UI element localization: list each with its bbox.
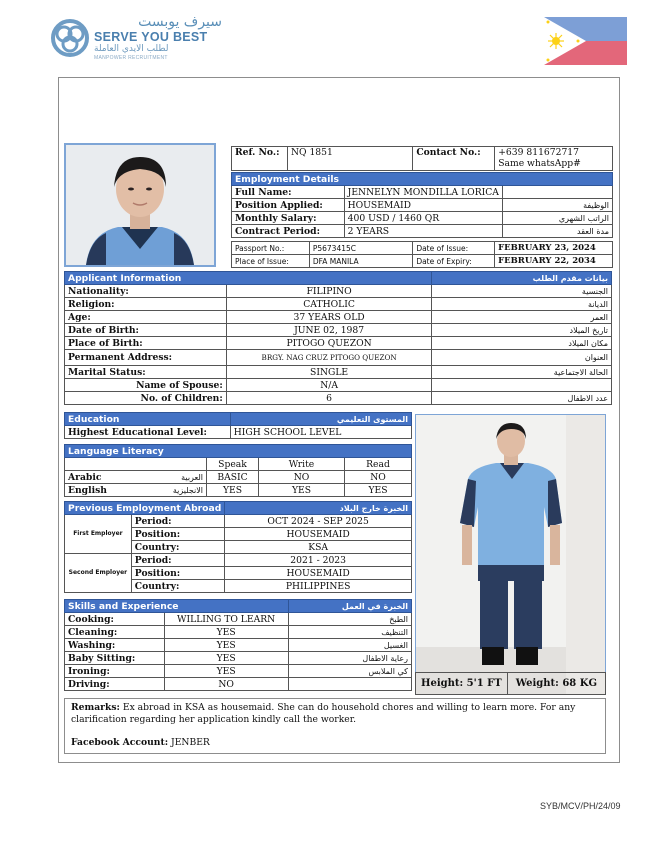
second-period-value: 2021 - 2023: [225, 554, 412, 567]
expiry-label: Date of Expiry:: [413, 255, 495, 268]
age-label: Age:: [65, 311, 227, 324]
permanent-address-value: BRGY. NAG CRUZ PITOGO QUEZON: [226, 350, 432, 366]
first-period-value: OCT 2024 - SEP 2025: [225, 515, 412, 528]
brand-subtitle-arabic: لطلب الايدي العاملة: [94, 44, 169, 54]
second-country-label: Country:: [131, 580, 225, 593]
speak-header: Speak: [207, 458, 259, 471]
passport-label: Passport No.:: [232, 242, 310, 255]
previous-employment-table: [64, 501, 412, 593]
cleaning-arabic: التنظيف: [288, 626, 411, 639]
passport-value: P5673415C: [309, 242, 412, 255]
education-table: [64, 412, 412, 439]
religion-value: CATHOLIC: [226, 298, 432, 311]
remarks-text: Ex abroad in KSA as housemaid. She can do household chores and willing to learn more. For any clarification regarding her application kindly call the worker.: [71, 702, 576, 725]
company-logo: [50, 14, 240, 68]
cooking-value: WILLING TO LEARN: [164, 613, 288, 626]
language-literacy-header: Language Literacy: [65, 445, 412, 458]
contract-period-value: 2 YEARS: [344, 225, 502, 238]
issue-place-value: DFA MANILA: [309, 255, 412, 268]
write-header: Write: [259, 458, 345, 471]
full-name-value: JENNELYN MONDILLA LORICA: [344, 186, 502, 199]
skills-header: Skills and Experience: [65, 600, 289, 613]
contact-value: +639 811672717: [498, 147, 579, 158]
full-name-label: Full Name:: [232, 186, 345, 199]
contact-note: Same whatsApp#: [498, 158, 581, 169]
washing-value: YES: [164, 639, 288, 652]
brand-tagline: MANPOWER RECRUITMENT: [94, 55, 168, 61]
height-value: Height: 5'1 FT: [416, 673, 508, 695]
applicant-portrait-photo: [64, 143, 216, 267]
brand-name: SERVE YOU BEST: [94, 30, 208, 44]
religion-arabic: الديانة: [432, 298, 612, 311]
education-level-label: Highest Educational Level:: [65, 426, 231, 439]
children-value: 6: [226, 392, 432, 405]
previous-employment-header-arabic: الخبرة خارج البلاد: [225, 502, 412, 515]
issue-date-value: FEBRUARY 23, 2024: [495, 242, 613, 255]
issue-date-label: Date of Issue:: [413, 242, 495, 255]
ref-value: NQ 1851: [287, 147, 412, 171]
washing-label: Washing:: [65, 639, 165, 652]
permanent-address-arabic: العنوان: [432, 350, 612, 366]
nationality-label: Nationality:: [65, 285, 227, 298]
cooking-arabic: الطبخ: [288, 613, 411, 626]
skills-table: [64, 599, 412, 691]
english-language-arabic: الانجليزية: [115, 484, 207, 497]
second-employer-label: Second Employer: [65, 554, 132, 593]
first-period-label: Period:: [131, 515, 225, 528]
previous-employment-header: Previous Employment Abroad: [65, 502, 225, 515]
first-country-label: Country:: [131, 541, 225, 554]
applicant-full-body-photo: [415, 414, 606, 695]
arabic-language-label: Arabic: [65, 471, 115, 484]
applicant-information-header: Applicant Information: [65, 272, 432, 285]
position-applied-label: Position Applied:: [232, 199, 345, 212]
children-arabic: عدد الاطفال: [432, 392, 612, 405]
document-code: SYB/MCV/PH/24/09: [540, 801, 621, 811]
children-label: No. of Children:: [65, 392, 227, 405]
read-header: Read: [345, 458, 412, 471]
passport-table: [231, 241, 613, 268]
remarks-label: Remarks:: [71, 702, 120, 713]
logo-knot-icon: [50, 18, 90, 58]
ironing-label: Ironing:: [65, 665, 165, 678]
contact-label: Contact No.:: [413, 147, 495, 171]
skills-header-arabic: الخبرة في العمل: [288, 600, 411, 613]
education-header: Education: [65, 413, 231, 426]
second-position-value: HOUSEMAID: [225, 567, 412, 580]
arabic-language-arabic: العربية: [115, 471, 207, 484]
issue-place-label: Place of Issue:: [232, 255, 310, 268]
permanent-address-label: Permanent Address:: [65, 350, 227, 366]
employment-details-header: Employment Details: [232, 173, 613, 186]
first-employer-label: First Employer: [65, 515, 132, 554]
ironing-value: YES: [164, 665, 288, 678]
marital-status-value: SINGLE: [226, 366, 432, 379]
arabic-write: NO: [259, 471, 345, 484]
age-value: 37 YEARS OLD: [226, 311, 432, 324]
philippines-flag-icon: [544, 17, 627, 65]
spouse-label: Name of Spouse:: [65, 379, 227, 392]
employment-details-table: [231, 172, 613, 238]
age-arabic: العمر: [432, 311, 612, 324]
second-country-value: PHILIPPINES: [225, 580, 412, 593]
english-speak: YES: [207, 484, 259, 497]
driving-label: Driving:: [65, 678, 165, 691]
arabic-read: NO: [345, 471, 412, 484]
monthly-salary-value: 400 USD / 1460 QR: [344, 212, 502, 225]
cooking-label: Cooking:: [65, 613, 165, 626]
english-read: YES: [345, 484, 412, 497]
monthly-salary-label: Monthly Salary:: [232, 212, 345, 225]
education-level-value: HIGH SCHOOL LEVEL: [230, 426, 411, 439]
applicant-information-header-arabic: بيانات مقدم الطلب: [432, 272, 612, 285]
contract-period-label: Contract Period:: [232, 225, 345, 238]
cleaning-label: Cleaning:: [65, 626, 165, 639]
position-applied-arabic: الوظيفة: [502, 199, 612, 212]
baby-sitting-arabic: رعاية الاطفال: [288, 652, 411, 665]
place-of-birth-label: Place of Birth:: [65, 337, 227, 350]
weight-value: Weight: 68 KG: [507, 673, 605, 695]
education-header-arabic: المستوى التعليمي: [230, 413, 411, 426]
cleaning-value: YES: [164, 626, 288, 639]
marital-status-arabic: الحالة الاجتماعية: [432, 366, 612, 379]
remarks-box: [64, 698, 606, 754]
nationality-arabic: الجنسية: [432, 285, 612, 298]
nationality-value: FILIPINO: [226, 285, 432, 298]
washing-arabic: الغسيل: [288, 639, 411, 652]
full-name-arabic: [502, 186, 612, 199]
ref-label: Ref. No.:: [232, 147, 288, 171]
second-position-label: Position:: [131, 567, 225, 580]
position-applied-value: HOUSEMAID: [344, 199, 502, 212]
driving-arabic: [288, 678, 411, 691]
place-of-birth-value: PITOGO QUEZON: [226, 337, 432, 350]
first-position-value: HOUSEMAID: [225, 528, 412, 541]
facebook-label: Facebook Account:: [71, 737, 169, 748]
marital-status-label: Marital Status:: [65, 366, 227, 379]
driving-value: NO: [164, 678, 288, 691]
arabic-speak: BASIC: [207, 471, 259, 484]
reference-table: [231, 146, 613, 171]
baby-sitting-label: Baby Sitting:: [65, 652, 165, 665]
date-of-birth-label: Date of Birth:: [65, 324, 227, 337]
baby-sitting-value: YES: [164, 652, 288, 665]
religion-label: Religion:: [65, 298, 227, 311]
english-write: YES: [259, 484, 345, 497]
place-of-birth-arabic: مكان الميلاد: [432, 337, 612, 350]
brand-name-arabic: سيرف يوبست: [138, 14, 222, 30]
contact-cell: [495, 147, 613, 171]
second-period-label: Period:: [131, 554, 225, 567]
ironing-arabic: كي الملابس: [288, 665, 411, 678]
contract-period-arabic: مدة العقد: [502, 225, 612, 238]
date-of-birth-arabic: تاريخ الميلاد: [432, 324, 612, 337]
spouse-value: N/A: [226, 379, 432, 392]
english-language-label: English: [65, 484, 115, 497]
expiry-value: FEBRUARY 22, 2034: [495, 255, 613, 268]
spouse-arabic: [432, 379, 612, 392]
first-country-value: KSA: [225, 541, 412, 554]
applicant-information-table: [64, 271, 612, 405]
monthly-salary-arabic: الراتب الشهري: [502, 212, 612, 225]
facebook-value: JENBER: [171, 737, 210, 748]
facebook-row: [71, 737, 210, 749]
date-of-birth-value: JUNE 02, 1987: [226, 324, 432, 337]
first-position-label: Position:: [131, 528, 225, 541]
measurements-table: [415, 672, 606, 695]
language-literacy-table: [64, 444, 412, 497]
